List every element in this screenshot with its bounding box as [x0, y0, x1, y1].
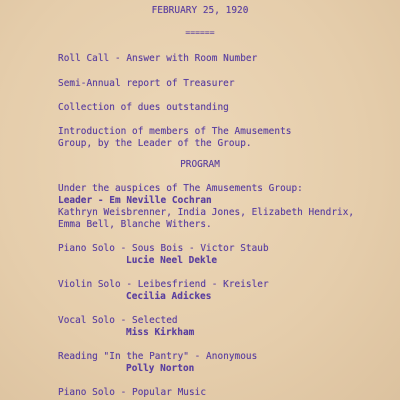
program-act-performer: Miss Kirkham: [126, 327, 195, 338]
meeting-date: FEBRUARY 25, 1920: [151, 5, 249, 16]
agenda-item-roll-call: Roll Call - Answer with Room Number: [58, 53, 258, 64]
program-intro-line1: Under the auspices of The Amusements Group:: [58, 183, 303, 194]
agenda-item-introduction-line2: Group, by the Leader of the Group.: [58, 138, 252, 149]
program-act-reading: Reading "In the Pantry" - Anonymous: [58, 351, 258, 362]
program-act-performer: Polly Norton: [126, 363, 195, 374]
agenda-item-dues: Collection of dues outstanding: [58, 102, 229, 113]
agenda-item-introduction-line1: Introduction of members of The Amusements: [58, 126, 292, 137]
header-divider: ======: [185, 28, 215, 37]
program-act-performer: Lucie Neel Dekle: [126, 255, 218, 266]
program-act-piano-solo: Piano Solo - Sous Bois - Victor Staub: [58, 243, 269, 254]
program-intro-leader: Leader - Em Neville Cochran: [58, 195, 212, 206]
program-intro-members-line2: Emma Bell, Blanche Withers.: [58, 219, 212, 230]
program-title: PROGRAM: [180, 159, 220, 170]
agenda-item-treasurer-report: Semi-Annual report of Treasurer: [58, 78, 235, 89]
program-act-piano-solo-popular: Piano Solo - Popular Music: [58, 387, 207, 398]
program-act-performer: Cecilia Adickes: [126, 291, 212, 302]
program-act-vocal-solo: Vocal Solo - Selected: [58, 315, 178, 326]
program-act-violin-solo: Violin Solo - Leibesfriend - Kreisler: [58, 279, 269, 290]
program-intro-members-line1: Kathryn Weisbrenner, India Jones, Elizabeth Hendrix,: [58, 207, 355, 218]
